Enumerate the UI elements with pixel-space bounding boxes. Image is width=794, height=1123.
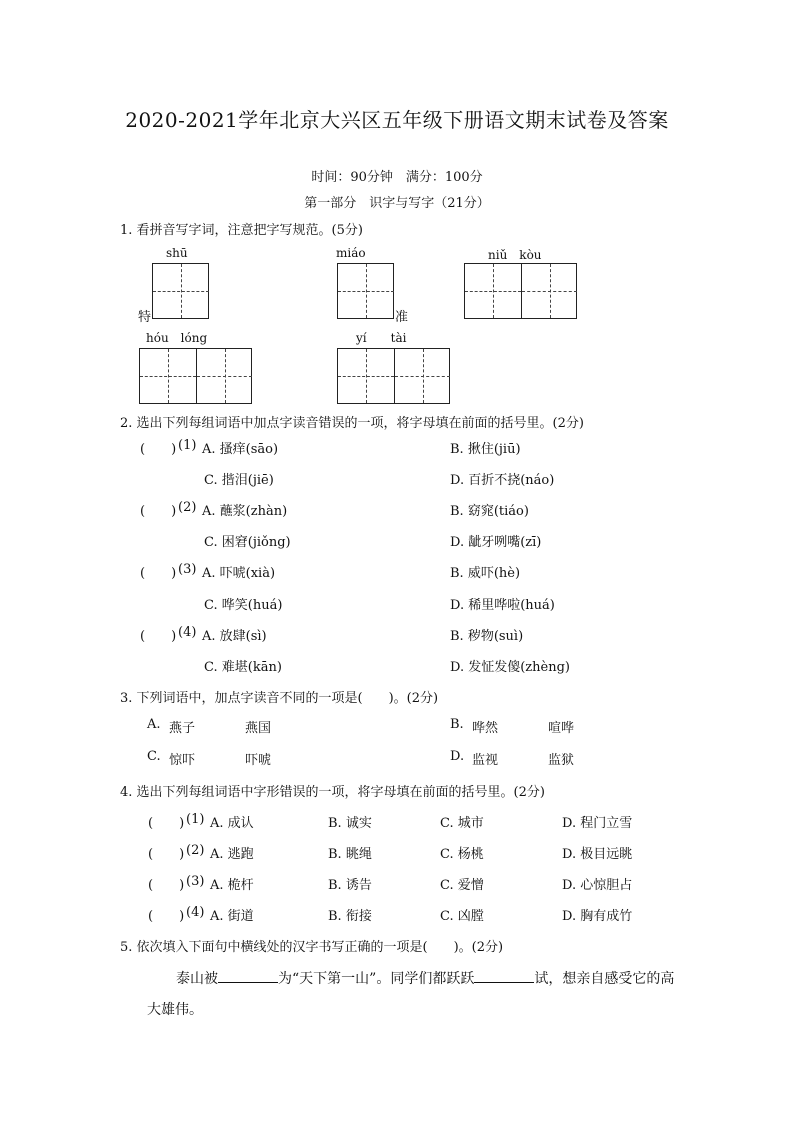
q3-option-d-word-2: 监狱 — [548, 753, 575, 768]
q3-stem: 3. 下列词语中，加点字读音不同的一项是( )。(2分) — [120, 691, 439, 706]
q4-row-4-option-b: B. 衔接 — [328, 909, 372, 924]
q1-prefix-1: 特 — [138, 310, 152, 325]
q1-pinyin-1: shū — [166, 246, 188, 260]
q2-group-4-option-b: B. 秽物(suì) — [450, 629, 524, 644]
q2-group-1-option-b: B. 揪住(jiū) — [450, 442, 521, 457]
q1-pinyin-3: niǔ kòu — [488, 248, 542, 262]
q4-row-4-option-a: A. 街道 — [210, 909, 254, 924]
q3-option-c-label: C. — [147, 749, 161, 764]
q2-answer-bracket-2[interactable]: ( ) — [140, 504, 177, 519]
q4-row-3-num: (3) — [186, 874, 205, 889]
q5-stem: 5. 依次填入下面句中横线处的汉字书写正确的一项是( )。(2分) — [120, 940, 504, 955]
q4-answer-bracket-3[interactable]: ( ) — [148, 878, 185, 893]
q3-option-d-word-1: 监视 — [472, 753, 499, 768]
q4-row-1-option-b: B. 诚实 — [328, 816, 372, 831]
q3-option-b-word-2: 喧哗 — [548, 721, 575, 736]
q1-suffix-2: 准 — [395, 310, 409, 325]
q2-group-4-option-d: D. 发怔发傻(zhèng) — [450, 660, 570, 675]
part1-heading: 第一部分 识字与写字（21分） — [304, 196, 490, 211]
q1-pinyin-2: miáo — [336, 246, 366, 260]
q2-group-1-num: (1) — [178, 438, 197, 453]
q4-row-4-option-c: C. 凶膛 — [440, 909, 484, 924]
q4-row-3-option-b: B. 诱告 — [328, 878, 372, 893]
q3-option-b-word-1: 哗然 — [472, 721, 499, 736]
q2-answer-bracket-3[interactable]: ( ) — [140, 566, 177, 581]
q4-answer-bracket-4[interactable]: ( ) — [148, 909, 185, 924]
q2-group-4-num: (4) — [178, 625, 197, 640]
q4-answer-bracket-1[interactable]: ( ) — [148, 816, 185, 831]
q4-row-1-option-c: C. 城市 — [440, 816, 484, 831]
q4-answer-bracket-2[interactable]: ( ) — [148, 847, 185, 862]
q4-row-2-option-d: D. 极目远眺 — [562, 847, 633, 862]
q5-sentence-line-1 — [176, 968, 674, 988]
q2-answer-bracket-4[interactable]: ( ) — [140, 629, 177, 644]
q2-group-2-option-b: B. 窈窕(tiáo) — [450, 504, 529, 519]
document-title: 2020-2021学年北京大兴区五年级下册语文期末试卷及答案 — [125, 108, 669, 132]
q2-group-3-option-d: D. 稀里哗啦(huá) — [450, 598, 555, 613]
q5-sentence-line-2: 大雄伟。 — [147, 1002, 203, 1018]
q2-group-3-num: (3) — [178, 562, 197, 577]
q2-stem: 2. 选出下列每组词语中加点字读音错误的一项，将字母填在前面的括号里。(2分) — [120, 416, 584, 431]
q4-row-2-num: (2) — [186, 843, 205, 858]
q5-sentence-part-3: 试，想亲自感受它的高 — [534, 971, 675, 987]
q2-group-4-option-a: A. 放肆(sì) — [202, 629, 267, 644]
q4-row-1-num: (1) — [186, 812, 205, 827]
q2-group-1-option-a: A. 搔痒(sāo) — [202, 442, 279, 457]
q1-writing-grid-3[interactable] — [464, 263, 577, 319]
q5-blank-1[interactable] — [218, 968, 278, 983]
q4-stem: 4. 选出下列每组词语中字形错误的一项，将字母填在前面的括号里。(2分) — [120, 785, 545, 800]
q4-row-4-option-d: D. 胸有成竹 — [562, 909, 633, 924]
q3-option-a-word-2: 燕国 — [245, 721, 272, 736]
q3-option-b-label: B. — [450, 717, 464, 732]
q4-row-2-option-b: B. 眺绳 — [328, 847, 372, 862]
q2-group-3-option-c: C. 哗笑(huá) — [204, 598, 283, 613]
q1-pinyin-5: yí tài — [356, 331, 407, 345]
q4-row-2-option-c: C. 杨桃 — [440, 847, 484, 862]
q3-option-a-word-1: 燕子 — [169, 721, 196, 736]
q1-stem: 1. 看拼音写字词，注意把字写规范。(5分) — [120, 223, 363, 238]
q2-group-2-option-d: D. 龇牙咧嘴(zī) — [450, 535, 542, 550]
q4-row-3-option-c: C. 爱憎 — [440, 878, 484, 893]
q2-answer-bracket-1[interactable]: ( ) — [140, 442, 177, 457]
q5-sentence-part-2: 为“天下第一山”。同学们都跃跃 — [278, 971, 475, 987]
q1-writing-grid-2[interactable] — [337, 263, 394, 319]
q3-option-d-label: D. — [450, 749, 465, 764]
q2-group-3-option-a: A. 吓唬(xià) — [202, 566, 276, 581]
q2-group-4-option-c: C. 难堪(kān) — [204, 660, 282, 675]
q5-blank-2[interactable] — [474, 968, 534, 983]
q4-row-1-option-a: A. 成认 — [210, 816, 254, 831]
q2-group-2-num: (2) — [178, 500, 197, 515]
q2-group-2-option-a: A. 蘸浆(zhàn) — [202, 504, 288, 519]
q2-group-2-option-c: C. 困窘(jiǒng) — [204, 535, 291, 550]
q1-writing-grid-5[interactable] — [337, 348, 450, 404]
q4-row-2-option-a: A. 逃跑 — [210, 847, 254, 862]
q2-group-1-option-d: D. 百折不挠(náo) — [450, 473, 555, 488]
exam-info: 时间：90分钟 满分：100分 — [311, 170, 483, 185]
q4-row-3-option-d: D. 心惊胆占 — [562, 878, 633, 893]
q3-option-a-label: A. — [147, 717, 161, 732]
q4-row-1-option-d: D. 程门立雪 — [562, 816, 633, 831]
q1-writing-grid-1[interactable] — [152, 263, 209, 319]
q4-row-4-num: (4) — [186, 905, 205, 920]
q2-group-1-option-c: C. 揩泪(jiē) — [204, 473, 274, 488]
q2-group-3-option-b: B. 威吓(hè) — [450, 566, 521, 581]
q5-sentence-part-1: 泰山被 — [176, 971, 218, 987]
q4-row-3-option-a: A. 桅杆 — [210, 878, 254, 893]
q3-option-c-word-2: 吓唬 — [245, 753, 272, 768]
q3-option-c-word-1: 惊吓 — [169, 753, 196, 768]
q1-pinyin-4: hóu lóng — [146, 331, 208, 345]
q1-writing-grid-4[interactable] — [139, 348, 252, 404]
